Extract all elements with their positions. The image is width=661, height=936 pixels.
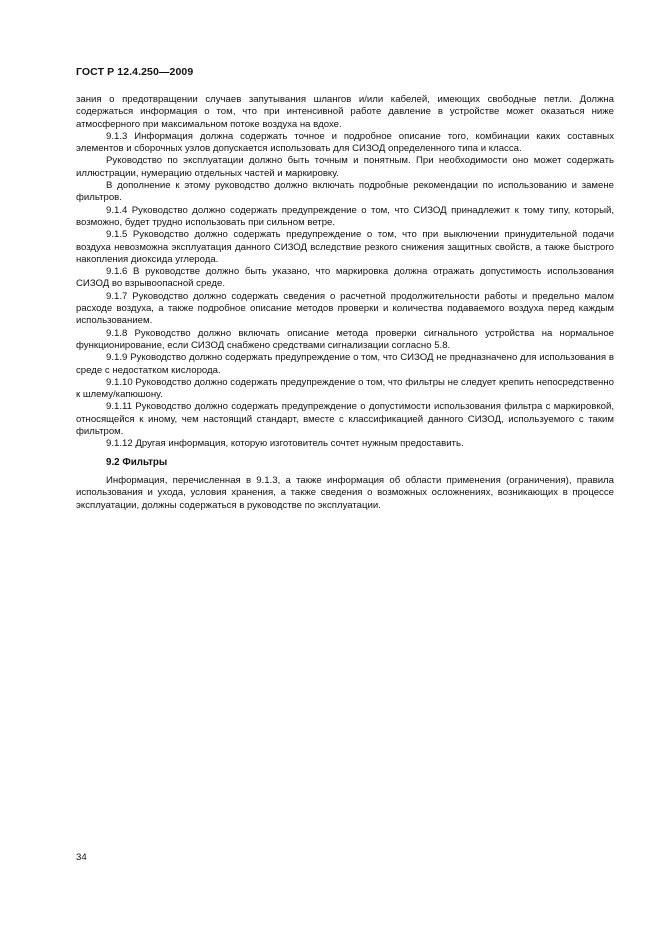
- paragraph-filter-recommendations: В дополнение к этому руководство должно включать подробные рекомендации по использованию и замене фильтров.: [76, 180, 614, 204]
- document-header: ГОСТ Р 12.4.250—2009: [76, 66, 194, 78]
- paragraph-9-1-10: 9.1.10 Руководство должно содержать предупреждение о том, что фильтры не следует крепить непосредственно к шлему/капюшону.: [76, 376, 614, 401]
- section-heading-filters: 9.2 Фильтры: [106, 456, 168, 468]
- paragraph-9-1-9: 9.1.9 Руководство должно содержать предупреждение о том, что СИЗОД не предназначено для использования в среде с недостатком кислорода.: [76, 352, 614, 376]
- paragraph-9-1-3: 9.1.3 Информация должна содержать точное и подробное описание того, комбинации каких составных элементов и сборочных узлов допускается использовать для СИЗОД определенного типа и класса.: [76, 130, 614, 155]
- paragraph-manual-clarity: Руководство по эксплуатации должно быть точным и понятным. При необходимости оно может содержать иллюстрации, нумерацию отдельных частей и маркировку.: [76, 155, 614, 179]
- paragraph-filters-info: Информация, перечисленная в 9.1.3, а также информация об области применения (ограничения), правила использования и ухода, условия хранения, а также сведения о возможных осложнениях, возникающих в процессе эксплуатации, должны содержаться в руководстве по эксплуатации.: [76, 474, 614, 511]
- document-body: [76, 94, 614, 512]
- paragraph-9-1-6: 9.1.6 В руководстве должно быть указано, что маркировка должна отражать допустимость использования СИЗОД во взрывоопасной среде.: [76, 266, 614, 290]
- paragraph-9-1-7: 9.1.7 Руководство должно содержать сведения о расчетной продолжительности работы и предельно малом расходе воздуха, а также подробное описание методов проверки и количества подаваемого воздуха перед каждым использованием.: [76, 290, 614, 327]
- paragraph-9-1-8: 9.1.8 Руководство должно включать описание метода проверки сигнального устройства на нормальное функционирование, если СИЗОД снабжено средствами сигнализации согласно 5.8.: [76, 327, 614, 351]
- paragraph-9-1-12: 9.1.12 Другая информация, которую изготовитель сочтет нужным предоставить.: [106, 438, 464, 450]
- paragraph-9-1-4: 9.1.4 Руководство должно содержать предупреждение о том, что СИЗОД принадлежит к тому типу, который, возможно, будет трудно использовать при сильном ветре.: [76, 204, 614, 228]
- page-number: 34: [76, 852, 87, 863]
- paragraph-9-1-5: 9.1.5 Руководство должно содержать предупреждение о том, что при выключении принудительной подачи воздуха невозможна эксплуатация данного СИЗОД вследствие резкого снижения защитных свойств, а также быстрого накопления диоксида углерода.: [76, 229, 614, 265]
- paragraph-9-1-11: 9.1.11 Руководство должно содержать предупреждение о допустимости использования фильтра с маркировкой, относящейся к иному, чем настоящий стандарт, вместе с классификацией данного СИЗОД, используемого с таким фильтром.: [76, 401, 614, 438]
- paragraph-continuation: зания о предотвращении случаев запутывания шлангов и/или кабелей, имеющих свободные петли. Должна содержаться информация о том, что при интенсивной работе давление в устройстве может оказаться ниже атмосферного при максимальном потоке воздуха на вдохе.: [76, 94, 614, 130]
